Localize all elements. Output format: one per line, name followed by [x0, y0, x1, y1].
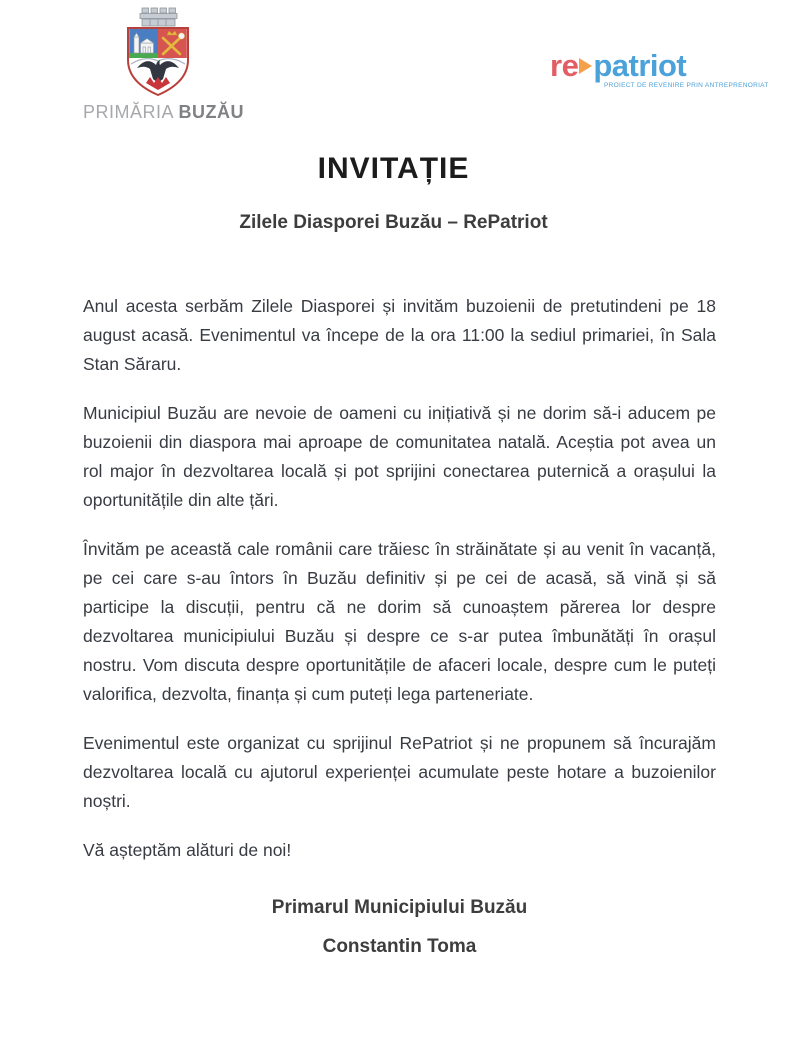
- signature-role: Primarul Municipiului Buzău: [271, 897, 528, 918]
- signature-block: [83, 897, 716, 958]
- repatriot-word-patriot: patriot: [593, 48, 687, 83]
- closing-line: Vă așteptăm alături de noi!: [83, 840, 292, 860]
- paragraph-2: Municipiul Buzău are nevoie de oameni cu inițiativă și ne dorim să-i aducem pe buzoienii din diaspora mai aproape de comunitatea natală. Aceștia pot avea un rol major în dezvoltarea locală și pot sprijini conectarea puternică a orașului la oportunitățile din alte țări.: [83, 403, 716, 510]
- document-title: INVITAȚIE: [317, 152, 470, 185]
- document-body: [83, 292, 716, 958]
- repatriot-logo: [550, 48, 769, 89]
- repatriot-word-re: re: [550, 48, 579, 83]
- repatriot-wordmark: [550, 50, 730, 81]
- buzau-coat-of-arms-icon: [117, 6, 199, 98]
- cityhall-name-bold: BUZĂU: [178, 102, 245, 122]
- signature-name: Constantin Toma: [322, 936, 477, 957]
- repatriot-tagline-text: PROIECT DE REVENIRE PRIN ANTREPRENORIAT: [604, 82, 769, 89]
- paragraph-3: Învităm pe această cale românii care trăiesc în străinătate și au venit în vacanță, pe cei care s-au întors în Buzău definitiv și pe cei de acasă, să vină și să participe la discuții, pentru că ne dorim să cunoaștem părerea lor despre dezvoltarea municipiului Buzău și despre ce s-ar putea îmbunătăți în orașul nostru. Vom discuta despre oportunitățile de afaceri locale, despre cum le puteți valorifica, dezvolta, finanța și cum puteți lega parteneriate.: [83, 539, 716, 704]
- cityhall-name-light: PRIMĂRIA: [83, 102, 174, 122]
- document-subtitle: Zilele Diasporei Buzău – RePatriot: [239, 212, 548, 233]
- repatriot-tagline: [602, 82, 769, 89]
- play-triangle-icon: [579, 58, 592, 74]
- paragraph-1: Anul acesta serbăm Zilele Diasporei și invităm buzoienii de pretutindeni pe 18 august acasă. Evenimentul va începe de la ora 11:00 la sediul primariei, în Sala Stan Săraru.: [83, 296, 716, 374]
- cityhall-name: [83, 102, 245, 123]
- cityhall-logo: [83, 6, 245, 123]
- paragraph-4: Evenimentul este organizat cu sprijinul RePatriot și ne propunem să încurajăm dezvoltarea locală cu ajutorul experienței acumulate peste hotare a buzoienilor noștri.: [83, 733, 716, 811]
